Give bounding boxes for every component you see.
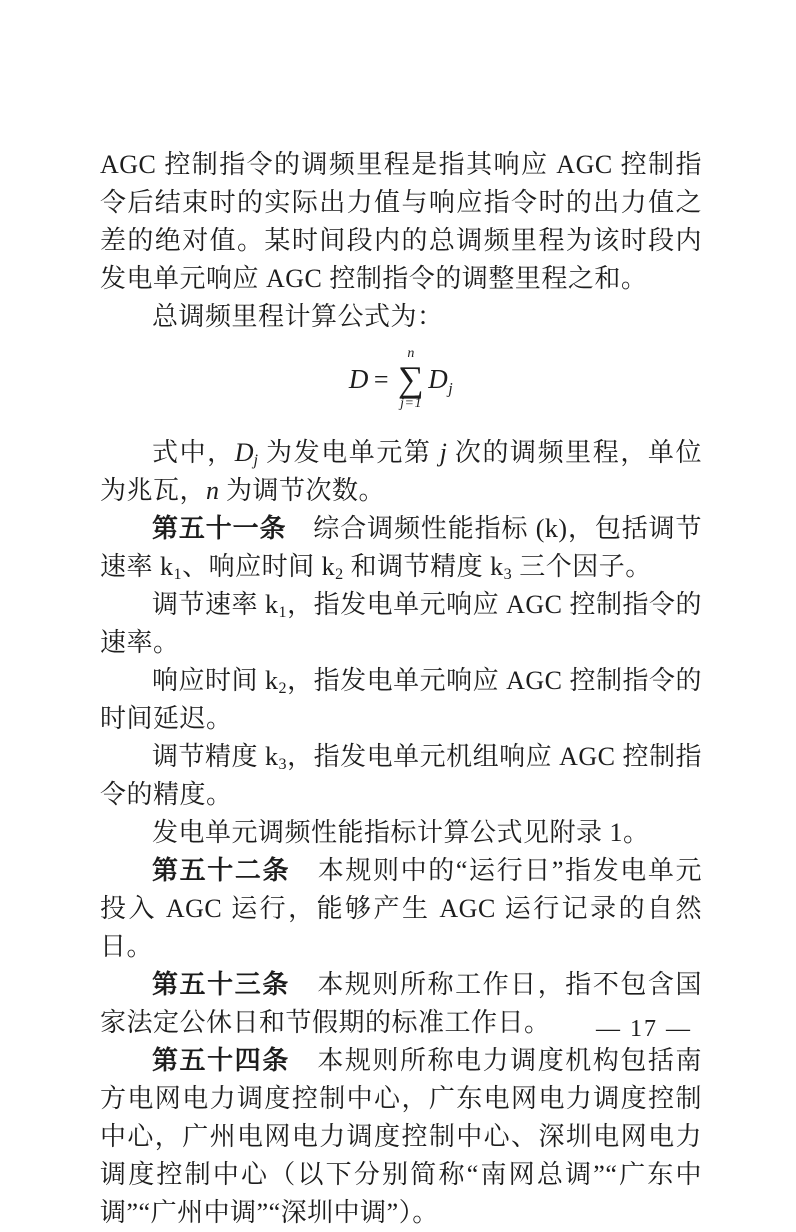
text-run: D [234, 438, 254, 467]
paragraph-4 [100, 434, 702, 510]
text-run: 和调节精度 k [343, 552, 504, 581]
text-run: 响应时间 k [152, 666, 279, 695]
text-run: j [439, 438, 447, 467]
text-run: 2 [335, 566, 344, 584]
text-run: 1 [278, 604, 288, 622]
text-run: j [253, 452, 258, 470]
text-run: 调节速率 k [152, 590, 279, 619]
text-run: 为调节次数。 [219, 476, 386, 505]
text-run: 第五十三条 [152, 970, 290, 999]
paragraph-2 [100, 298, 702, 336]
formula-lhs: D [348, 363, 369, 394]
text-run: 为发电单元第 [257, 438, 440, 467]
paragraph-6 [100, 586, 702, 662]
text-run: 综合调频性能指标 (k)，包括调节速率 k [100, 514, 702, 581]
text-run: 、响应时间 k [182, 552, 336, 581]
page-number: — 17 — [596, 1016, 692, 1042]
summation-upper-limit: n [407, 346, 415, 361]
text-run: AGC 控制指令的调频里程是指其响应 AGC 控制指令后结束时的实际出力值与响应指令时的出力值之差的绝对值。某时间段内的总调频里程为该时段内发电单元响应 AGC 控制指令的调整里程之和。 [100, 150, 702, 293]
paragraph-1 [100, 146, 702, 298]
text-run: 本规则中的“运行日”指发电单元投入 AGC 运行，能够产生 AGC 运行记录的自然日。 [100, 856, 702, 961]
text-run: 总调频里程计算公式为： [152, 302, 444, 331]
paragraph-5 [100, 510, 702, 586]
text-run: 3 [503, 566, 513, 584]
text-run: 本规则所称电力调度机构包括南方电网电力调度控制中心，广东电网电力调度控制中心，广州电网电力调度控制中心、深圳电网电力调度控制中心（以下分别简称“南网总调”“广东中调”“广州中调”“深圳中调”）。 [100, 1046, 702, 1227]
text-run: 第五十二条 [152, 856, 291, 885]
text-run: 本规则所称工作日，指不包含国家法定公休日和节假期的标准工作日。 [100, 970, 702, 1037]
paragraph-12 [100, 1042, 702, 1232]
summation-lower-limit: j=1 [400, 396, 423, 411]
text-run: 2 [278, 680, 288, 698]
paragraph-10 [100, 852, 702, 966]
text-run: 调节精度 k [152, 742, 279, 771]
paragraph-7 [100, 662, 702, 738]
text-run: n [206, 476, 220, 505]
paragraph-9 [100, 814, 702, 852]
text-run: 发电单元调频性能指标计算公式见附录 1。 [152, 818, 650, 847]
text-run: 次的调频里程，单位为兆瓦， [100, 438, 702, 505]
text-run: 式中， [152, 438, 235, 467]
text-run: 第五十四条 [152, 1046, 290, 1075]
text-run: 3 [278, 756, 288, 774]
formula-equals: = [373, 364, 390, 394]
formula-total-mileage [100, 344, 702, 420]
text-run: 三个因子。 [512, 552, 652, 581]
text-run: ，指发电单元机组响应 AGC 控制指令的精度。 [100, 742, 702, 809]
document-body [100, 146, 702, 1232]
formula-term: D [428, 363, 449, 394]
sigma-icon: ∑ [398, 359, 425, 399]
summation-symbol [398, 347, 424, 411]
text-run: 第五十一条 [152, 514, 287, 543]
paragraph-8 [100, 738, 702, 814]
text-run: ，指发电单元响应 AGC 控制指令的速率。 [100, 590, 702, 657]
text-run: 1 [173, 566, 183, 584]
text-run: ，指发电单元响应 AGC 控制指令的时间延迟。 [100, 666, 702, 733]
formula-term-subscript: j [448, 380, 454, 398]
